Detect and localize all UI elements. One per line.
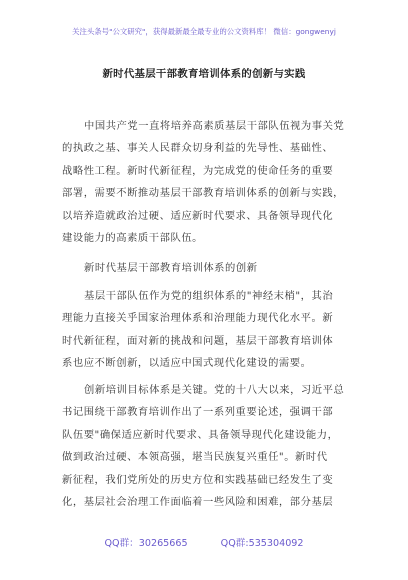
para-line: 的执政之基、事关人民群众切身利益的先导性、基础性、 (62, 142, 334, 155)
para-line: 队伍要"确保适应新时代要求、具备领导现代化建设能力， (62, 428, 339, 441)
section-heading (62, 257, 348, 279)
para-line: 战略性工程。新时代新征程，为完成党的使命任务的重要 (62, 164, 334, 177)
para-line: 做到政治过硬、本领高强，堪当民族复兴重任"。新时代 (62, 451, 328, 464)
para-line: 建设能力的高素质干部队伍。 (62, 232, 204, 245)
para-line: 时代新征程，面对新的挑战和问题，基层干部教育培训体 (62, 334, 334, 347)
para-line: 理能力直接关乎国家治理体系和治理能力现代化水平。新 (62, 312, 334, 325)
para-line: 系也应不断创新，以适应中国式现代化建设的需要。 (62, 357, 312, 370)
para-line: 基层干部队伍作为党的组织体系的"神经末梢"，其治 (84, 290, 334, 302)
para-line: 以培养造就政治过硬、适应新时代要求、具备领导现代化 (62, 209, 334, 222)
footer-qq-group-1: QQ群：30265665 (104, 538, 188, 549)
header-banner: 关注头条号"公文研究"，获得最新最全最专业的公文资料库！ 微信：gongwenyj (72, 27, 336, 36)
para-line: 书记围绕干部教育培训作出了一系列重要论述，强调干部 (62, 406, 334, 419)
para-line: 新征程，我们党所处的历史方位和实践基础已经发生了变 (62, 473, 334, 486)
para-line: 创新培训目标体系是关键。党的十八大以来，习近平总 (84, 384, 345, 396)
footer (0, 535, 408, 549)
document-title: 新时代基层干部教育培训体系的创新与实践 (102, 68, 306, 80)
paragraph-3 (62, 379, 348, 513)
para-line: 化，基层社会治理工作面临着一些风险和困难，部分基层 (62, 496, 334, 509)
paragraph-1 (62, 115, 348, 249)
para-line: 新时代基层干部教育培训体系的创新 (84, 262, 258, 274)
para-line: 部署，需要不断推动基层干部教育培训体系的创新与实践， (62, 187, 345, 200)
paragraph-2 (62, 285, 348, 375)
footer-qq-group-2: QQ群:535304092 (220, 538, 304, 549)
para-line: 中国共产党一直将培养高素质基层干部队伍视为事关党 (84, 120, 345, 132)
